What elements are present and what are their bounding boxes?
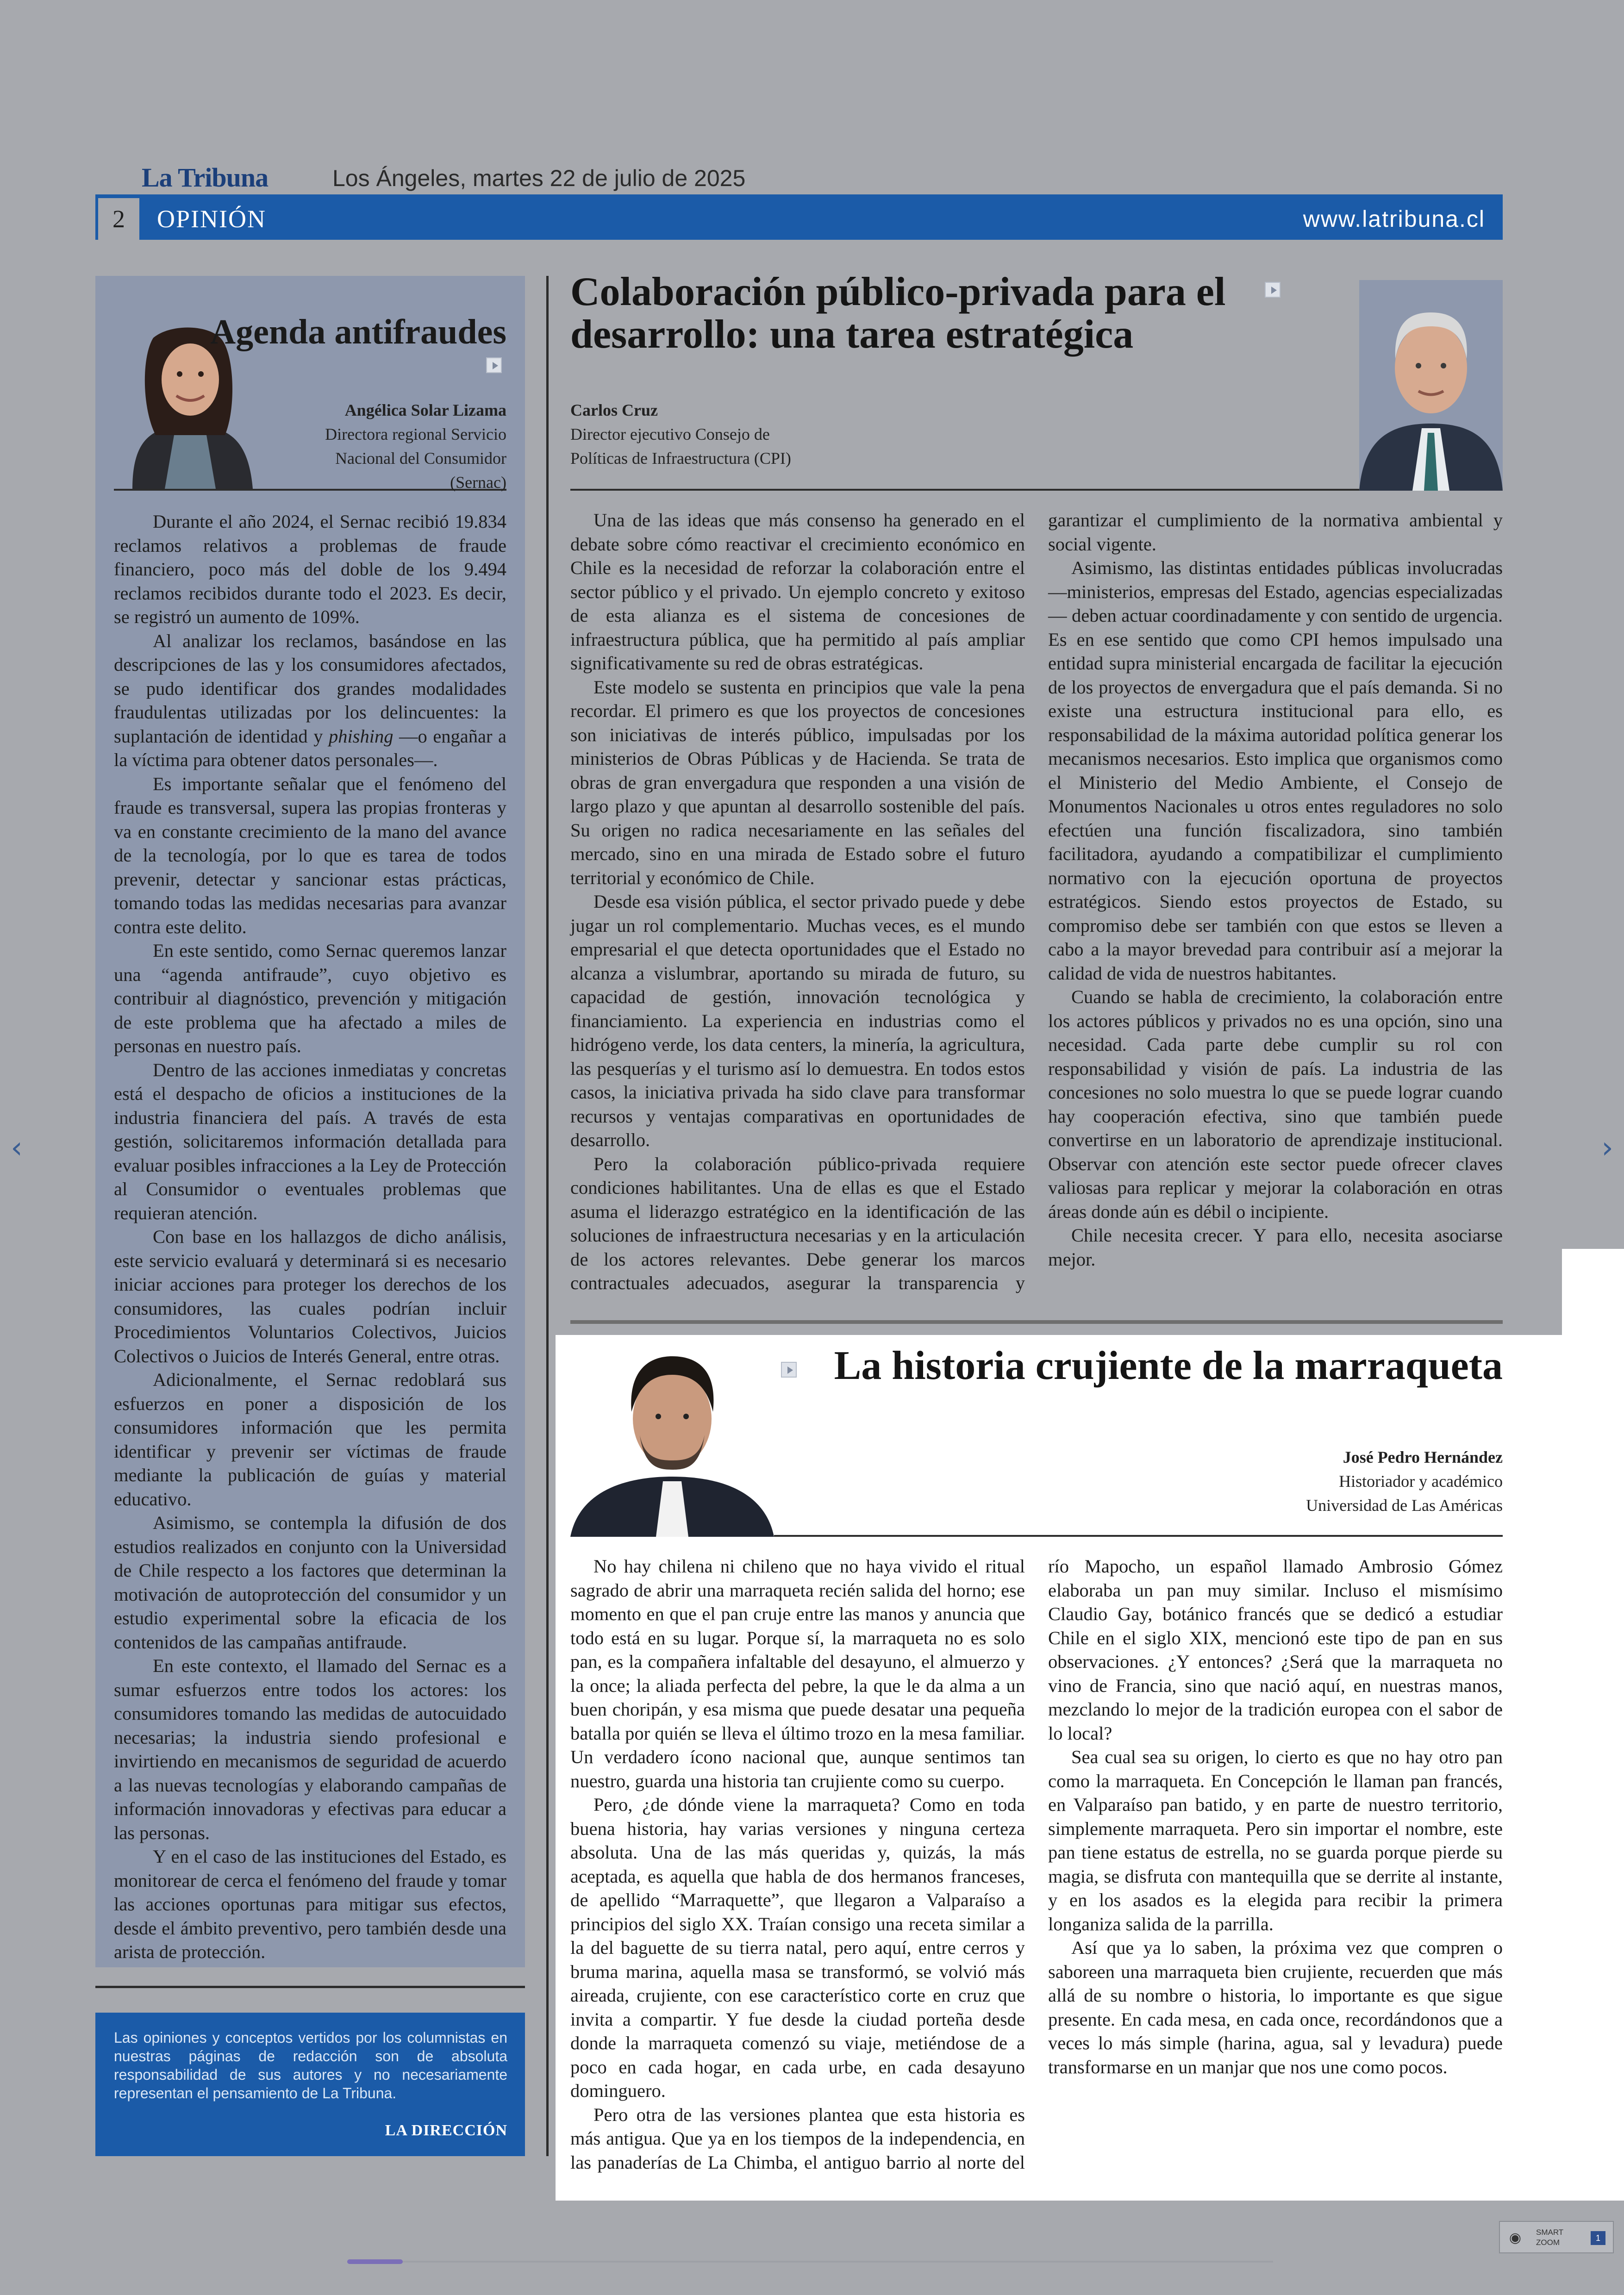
paragraph: Una de las ideas que más consenso ha generado en el debate sobre cómo reactivar el crecimiento económico en Chile es la necesidad de reforzar la colaboración entre el sector público y el privado. Un ejemplo concreto y exitoso de esta alianza es el sistema de concesiones de infraestructura pública, que ha permitido al país ampliar significativamente su red de obras estratégicas. [570, 510, 1025, 674]
top-article-header [570, 271, 1503, 491]
paragraph: Durante el año 2024, el Sernac recibió 19.834 reclamos relativos a problemas de fraude financiero, poco más del doble de los 9.494 reclamos recibidos durante todo el 2023. Es decir, se registró un aumento de 109%. [114, 511, 506, 627]
paragraph: Chile necesita crecer. Y para ello, necesita asociarse mejor. [1048, 1225, 1503, 1270]
left-column [95, 276, 525, 1967]
paragraph: Pero la colaboración público-privada requiere condiciones habilitantes. Una de ellas es que el Estado asuma el liderazgo estratégico en la identificación de las soluciones de infraestructura necesarias y en la articulación de los actores relevantes. Debe generar los marcos contractuales adecuados, asegurar la transparencia y garantizar el cumplimiento de la normativa ambiental y social vigente. [570, 510, 1503, 1293]
smart-zoom-toggle[interactable]: 1 [1591, 2231, 1605, 2245]
paragraph: Es importante señalar que el fenómeno del fraude es transversal, supera las propias fronteras y va en constante crecimiento de la mano del avance de la tecnología, por lo que es tarea de todos prevenir, detectar y sancionar estas prácticas, tomando todas las medidas necesarias para avanzar contra este delito. [114, 773, 506, 937]
page-progress-track[interactable] [347, 2261, 1273, 2263]
author-role-line: (Sernac) [450, 473, 506, 492]
top-article-byline [570, 398, 791, 470]
paragraph: En este sentido, como Sernac queremos lanzar una “agenda antifraude”, cuyo objetivo es contribuir al diagnóstico, prevención y mitigación de este problema que ha afectado a miles de personas en nuestro país. [114, 940, 506, 1056]
chevron-right-icon[interactable]: › [1601, 1131, 1613, 1165]
left-divider [95, 1986, 525, 1988]
paragraph: Adicionalmente, el Sernac redoblará sus esfuerzos en poner a disposición de los consumidores información que les permita identificar y prevenir ser víctimas de fraude mediante la publicación de guías y material educativo. [114, 1369, 506, 1509]
masthead [95, 162, 1503, 194]
paragraph: Así que ya lo saben, la próxima vez que compren o saboreen una marraqueta bien crujiente, recuerden que más allá de su nombre o historia, lo importante es que sigue presente. En cada mesa, en cada once, recordándonos que a veces lo más simple (harina, agua, sal y levadura) puede transformarse en un manjar que nos une como pocos. [1048, 1937, 1503, 2077]
zoom-highlight-tab [1562, 1249, 1624, 1337]
disclaimer-signature: LA DIRECCIÓN [385, 2122, 507, 2139]
left-article-header [114, 296, 506, 491]
paragraph: Asimismo, se contempla la difusión de dos estudios realizados en conjunto con la Universidad de Chile respecto a los factores que determinan la motivación de autoprotección del consumidor y un estudio experimental sobre la eficacia de los contenidos de las campañas antifraude. [114, 1512, 506, 1653]
brand-logo: La Tribuna [142, 162, 269, 193]
disclaimer-text: Las opiniones y conceptos vertidos por los columnistas en nuestras páginas de redacción son de absoluta responsabilidad de sus autores y no necesariamente representan el pensamiento de La Tribuna. [114, 2029, 507, 2102]
dateline: Los Ángeles, martes 22 de julio de 2025 [332, 165, 746, 191]
bottom-article-title: La historia crujiente de la marraqueta [834, 1343, 1503, 1388]
paragraph: Pero, ¿de dónde viene la marraqueta? Como en toda buena historia, hay varias versiones y ninguna certeza absoluta. Una de las más queridas y, quizás, la más aceptada, es aquella que habla de dos hermanos franceses, de apellido “Marraquette”, que llegaron a Valparaíso a principios del siglo XX. Traían consigo una receta similar a la del baguette de su tierra natal, pero aquí, entre cerros y bruma marina, aquella masa se transformó, se volvió más aireada, crujiente, con ese característico corte en cruz que invita a compartir. Y fue desde la ciudad porteña desde donde la marraqueta comenzó su viaje, metiéndose de a poco en cada hogar, en cada urbe, en cada desayuno dominguero. [570, 1794, 1025, 2101]
author-photo-carlos [1359, 280, 1503, 491]
disclaimer-box [95, 2013, 525, 2156]
author-role-line: Universidad de Las Américas [1306, 1496, 1503, 1515]
paragraph: Sea cual sea su origen, lo cierto es que no hay otro pan como la marraqueta. En Concepción le llaman pan francés, en Valparaíso pan batido, y en parte de nuestro territorio, simplemente marraqueta. Pero sin importar el nombre, este pan tiene estatus de estrella, no se guarda porque pierde su magia, se disfruta con mantequilla que se derrite al instante, y en los asados es la elegida para recibir la primera longaniza salida de la parrilla. [1048, 1746, 1503, 1934]
author-name: Carlos Cruz [570, 401, 658, 419]
video-play-icon[interactable] [781, 1362, 797, 1378]
top-article-body [570, 508, 1503, 1295]
author-name: Angélica Solar Lizama [344, 401, 506, 419]
left-article-body [114, 510, 506, 1964]
paragraph: Cuando se habla de crecimiento, la colaboración entre los actores públicos y privados no es una opción, sino una necesidad. Cada parte debe cumplir su rol con responsabilidad y visión de país. La industria de las concesiones no solo muestra lo que se puede lograr cuando hay cooperación efectiva, sino que también puede convertirse en un laboratorio de aprendizaje institucional. Observar con atención este sector puede ofrecer claves valiosas para replicar y mejorar la colaboración en otras áreas donde aún es débil o incipiente. [1048, 986, 1503, 1222]
author-name: José Pedro Hernández [1343, 1448, 1503, 1466]
smart-zoom-label: SMART ZOOM [1536, 2228, 1563, 2247]
left-article-title: Agenda antifraudes [210, 312, 506, 351]
paragraph: No hay chilena ni chileno que no haya vivido el ritual sagrado de abrir una marraqueta recién salida del horno; ese momento en que el pan cruje entre las manos y anuncia que todo está en su lugar. Porque sí, la marraqueta no es solo pan, es la compañera infaltable del desayuno, el almuerzo y la once; la aliada perfecta del pebre, la que le da alma a un buen choripán, y esa misma que puede desatar una pequeña batalla por quién se lleva el último trozo en la mesa familiar. Un verdadero ícono nacional que, aunque sentimos tan nuestro, guarda una historia tan crujiente como su cuerpo. [570, 1556, 1025, 1791]
paragraph: En este contexto, el llamado del Sernac es a sumar esfuerzos entre todos los actores: los consumidores tomando las medidas de autocuidado necesarias; la industria siendo profesional e invirtiendo en mecanismos de seguridad de acuerdo a las nuevas tecnologías y elaborando campañas de información innovadoras y efectivas para educar a las personas. [114, 1655, 506, 1843]
left-article-byline [325, 398, 506, 494]
bottom-article-body [570, 1554, 1503, 2175]
eye-icon: ◉ [1509, 2230, 1522, 2246]
section-bar [95, 198, 1503, 240]
paragraph: Pero otra de las versiones plantea que esta historia es más antigua. Que ya en los tiempos de la independencia, en las panaderías de La Chimba, el antiguo barrio al norte del río Mapocho, un español llamado Ambrosio Gómez elaboraba un pan muy similar. Incluso el mismísimo Claudio Gay, botánico francés que se dedicó a estudiar Chile en el siglo XIX, mencionó este tipo de pan en sus observaciones. ¿Y entonces? ¿Será que la marraqueta no vino de Francia, sino que nació aquí, en nuestras manos, mezclando lo mejor de la tradición europea con el sabor de lo local? [570, 1556, 1503, 2173]
smart-zoom-control[interactable] [1499, 2221, 1614, 2253]
paragraph: Desde esa visión pública, el sector privado puede y debe jugar un rol complementario. Muchas veces, es el mundo empresarial el que detecta oportunidades que el Estado no alcanza a vislumbrar, aportando su mirada de futuro, su capacidad de gestión, innovación tecnológica y financiamiento. La experiencia en industrias como el hidrógeno verde, los data centers, la minería, la agricultura, las pesquerías y el turismo así lo demuestra. En todos estos casos, la iniciativa privada ha sido clave para transformar recursos y ventajas comparativas en oportunidades de desarrollo. [570, 891, 1025, 1150]
paragraph: Dentro de las acciones inmediatas y concretas está el despacho de oficios a instituciones de la industria financiera del país. A través de esta gestión, solicitaremos información detallada para evaluar posibles infracciones a la Ley de Protección al Consumidor o eventuales problemas que requieran atención. [114, 1059, 506, 1223]
page-progress-fill [347, 2259, 403, 2264]
article-divider [570, 1320, 1503, 1324]
paragraph: Con base en los hallazgos de dicho análisis, este servicio evaluará y determinará si es necesario iniciar acciones para proteger los derechos de los consumidores, las cuales podrían incluir Procedimientos Voluntarios Colectivos, Juicios Colectivos o Juicios de Interés General, entre otras. [114, 1226, 506, 1366]
video-play-icon[interactable] [1265, 282, 1280, 298]
section-label: OPINIÓN [157, 205, 266, 233]
paragraph: Al analizar los reclamos, basándose en las descripciones de las y los consumidores afectados, se pudo identificar dos grandes modalidades fraudulentas utilizadas por los delincuentes: la suplantación de identidad y phishing —o engañar a la víctima para obtener datos personales—. [114, 630, 506, 770]
site-url-link[interactable]: www.latribuna.cl [1303, 206, 1485, 232]
top-article-title: Colaboración público-privada para el desarrollo: una tarea estratégica [570, 269, 1226, 357]
paragraph: Y en el caso de las instituciones del Estado, es monitorear de cerca el fenómeno del fraude y tomar las acciones oportunas para mitigar sus efectos, desde el ámbito preventivo, pero también desde una arista de protección. [114, 1846, 506, 1962]
bottom-article-header [570, 1342, 1503, 1537]
video-play-icon[interactable] [486, 357, 502, 373]
section-name [139, 198, 1503, 240]
bottom-article-byline [1306, 1445, 1503, 1517]
header-rule [95, 194, 1503, 198]
author-role-line: Directora regional Servicio [325, 425, 506, 443]
chevron-left-icon[interactable]: ‹ [11, 1131, 23, 1165]
author-role-line: Políticas de Infraestructura (CPI) [570, 449, 791, 468]
author-photo-jose-pedro [570, 1342, 774, 1537]
paragraph: Asimismo, las distintas entidades públicas involucradas —ministerios, empresas del Estado, agencias especializadas— deben actuar coordinadamente y con sentido de urgencia. Es en ese sentido que como CPI hemos impulsado una entidad supra ministerial encargada de facilitar la ejecución de los proyectos de envergadura que el país demanda. Si no existe una estructura institucional para ello, es responsabilidad de la máxima autoridad política generar los mecanismos necesarios. Esto implica que organismos como el Ministerio del Medio Ambiente, el Consejo de Monumentos Nacionales u otros entes reguladores no solo efectúen una función fiscalizadora, sino también facilitadora, ayudando a compatibilizar el cumplimiento normativo con la ejecución oportuna de proyectos estratégicos. Siendo estos proyectos de Estado, su compromiso debe ser también con que estos se lleven a cabo a la mayor brevedad para contribuir así a mejorar la calidad de vida de nuestros habitantes. [1048, 557, 1503, 984]
author-role-line: Nacional del Consumidor [335, 449, 506, 468]
page-number: 2 [95, 198, 139, 240]
column-rule [546, 276, 549, 2156]
paragraph: Este modelo se sustenta en principios que vale la pena recordar. El primero es que los proyectos de concesiones son iniciativas de interés público, impulsadas por los ministerios de Obras Públicas y de Hacienda. Se trata de obras de gran envergadura que responden a una visión de largo plazo y que apuntan al desarrollo sostenible del país. Su origen no radica necesariamente en las señales del mercado, sino en una mirada de Estado sobre el futuro territorial y económico de Chile. [570, 676, 1025, 888]
author-role-line: Director ejecutivo Consejo de [570, 425, 770, 443]
author-role-line: Historiador y académico [1339, 1472, 1503, 1491]
